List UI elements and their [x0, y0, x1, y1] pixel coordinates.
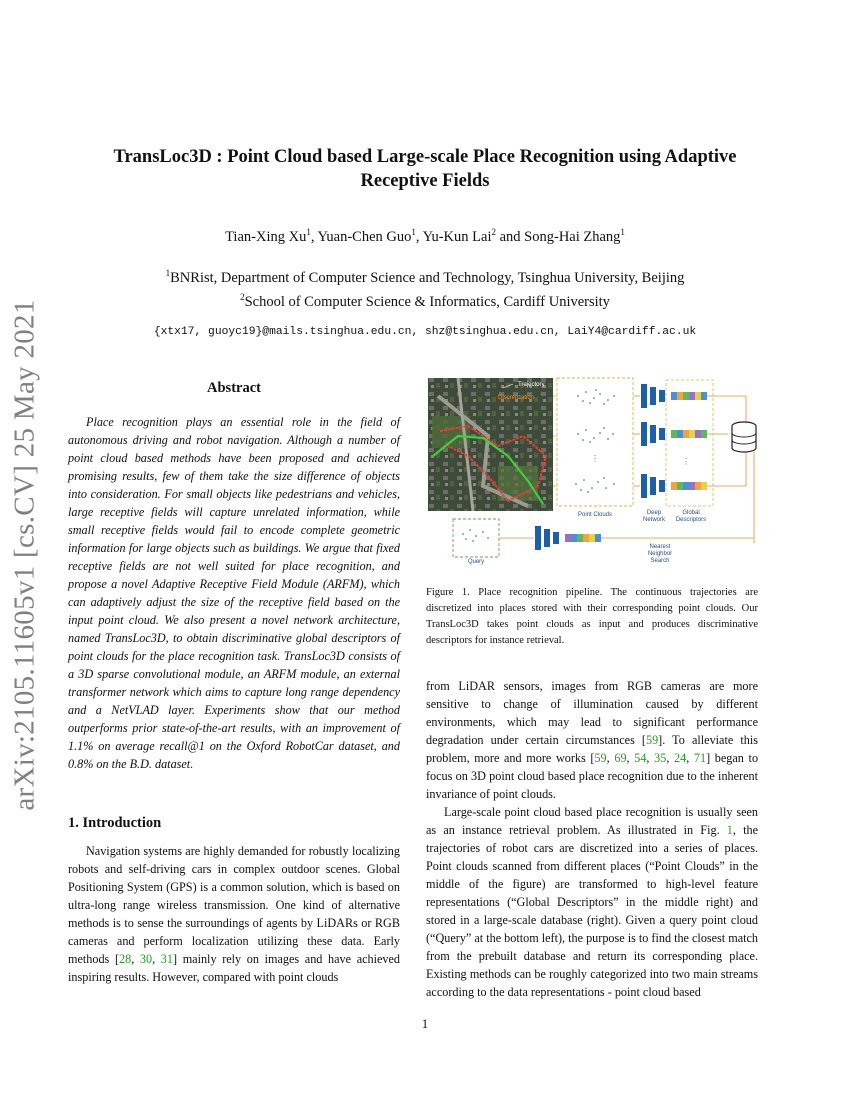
descriptor-bar-3: [671, 482, 707, 490]
citation-link[interactable]: 59: [645, 733, 659, 747]
descriptor-bar-1: [671, 392, 707, 400]
citation-link[interactable]: 54: [634, 751, 647, 765]
citation-link[interactable]: 71: [693, 751, 707, 765]
abstract-heading: Abstract: [207, 380, 261, 396]
author-affiliation-mark: 2: [491, 227, 496, 237]
citation-link[interactable]: 24: [674, 751, 687, 765]
author-affiliation-mark: 1: [620, 227, 625, 237]
citation-link[interactable]: 28: [119, 952, 132, 966]
database-icon: [732, 396, 756, 543]
figure-1-pipeline: [428, 376, 763, 572]
aerial-map: [428, 378, 553, 511]
deep-network-rows: [633, 380, 746, 523]
nn-search-label-2: Neighbor: [647, 551, 673, 557]
author-name: Tian-Xing Xu: [225, 228, 307, 245]
arxiv-identifier: arXiv:2105.11605v1 [cs.CV] 25 May 2021: [8, 299, 41, 811]
nn-search-label-1: Nearest: [649, 544, 671, 550]
figure-1-caption: Figure 1. Place recognition pipeline. The continuous trajectories are discretized into places stored with their corresponding point clouds. Our TransLoc3D takes point clouds as input and produces discriminative descriptors for instance retrieval.: [426, 587, 758, 646]
citation-link[interactable]: 30: [139, 952, 153, 966]
network-row-2: [633, 422, 728, 446]
network-row-3: [633, 474, 746, 498]
trajectory-label: Trajectory: [518, 382, 545, 388]
author-name: Song-Hai Zhang: [524, 228, 621, 245]
deep-network-label-2: Network: [642, 517, 666, 523]
paper-title: [60, 145, 790, 193]
citation-link[interactable]: 1: [726, 823, 733, 837]
author-name: Yu-Kun Lai: [422, 228, 492, 245]
discretization-label: Discretization: [498, 395, 535, 401]
point-cloud-2: [577, 427, 614, 443]
intro-paragraph: Navigation systems are highly demanded for robustly localizing robots and self-driving cars in complex outdoor scenes. Global Positioning System (GPS) is a common solution, which is based on ultra-long range wireless transmission. One kind of alternative methods is to sense the surroundings of agents by LiDARs or RGB cameras and perform localization utilizing these data. Early methods [28, 30, 31] mainly rely on images and have achieved inspiring results. However, compared with point clouds: [68, 844, 401, 984]
svg-text:⋮: ⋮: [682, 457, 690, 466]
affiliations: [60, 264, 790, 312]
author-name: Yuan-Chen Guo: [317, 228, 412, 245]
descriptor-bar-2: [671, 430, 707, 438]
svg-text:⋮: ⋮: [591, 454, 599, 463]
abstract-body: Place recognition plays an essential role in the field of autonomous driving and robot navigation. Although a number of point cloud based methods have been proposed and achieved promising results, few of them take the size difference of objects into consideration. For small objects like pedestrians and vehicles, large receptive fields will capture unrelated information, while small receptive fields would fail to encode complete geometric information for large objects such as buildings. We argue that fixed receptive fields are not well suited for place recognition, and propose a novel Adaptive Receptive Field Module (ARFM), which can adaptively adjust the size of the receptive field based on the input point cloud. We also present a novel network architecture, named TransLoc3D, to obtain discriminative global descriptors of point clouds for the place recognition task. TransLoc3D consists of a 3D sparse convolutional module, an ARFM module, an external transformer network which aims to capture long range dependency and a NetVLAD layer. Experiments show that our method outperforms prior state-of-the-art results, with an improvement of 1.1% on average recall@1 on the Oxford RobotCar dataset, and 0.8% on the B.D. dataset.: [68, 415, 400, 771]
title-line-1: TransLoc3D : Point Cloud based Large-scale Place Recognition using Adaptive: [113, 147, 737, 167]
email-list: {xtx17, guoyc19}@mails.tsinghua.edu.cn, shz@tsinghua.edu.cn, LaiY4@cardiff.ac.uk: [153, 326, 697, 338]
intro-heading: 1. Introduction: [68, 815, 162, 831]
global-descriptors-label-1: Global: [682, 510, 700, 516]
affiliation-line: $^1$BNRist, Department of Computer Science and Technology, Tsinghua University, Beijing: [165, 268, 685, 286]
deep-network-label-1: Deep: [646, 510, 662, 516]
point-clouds-panel: [553, 378, 633, 518]
citation-link[interactable]: 35: [654, 751, 667, 765]
citation-link[interactable]: 59: [594, 751, 607, 765]
author-affiliation-mark: 1: [306, 227, 311, 237]
network-row-1: [633, 384, 746, 408]
query-panel: [453, 519, 754, 565]
point-cloud-3: [575, 477, 615, 493]
point-clouds-label: Point Clouds: [577, 512, 613, 518]
page-number: 1: [421, 1017, 429, 1031]
right-column-paragraph-1: from LiDAR sensors, images from RGB cameras are more sensitive to change of illumination caused by different environments, which may lead to significant performance degradation under certain circumstances [59]. To alleviate this problem, more and more works [59, 69, 54, 35, 24, 71] began to focus on 3D point cloud based place recognition due to the inherent invariance of point clouds.: [426, 679, 759, 801]
global-descriptors-label-2: Descriptors: [675, 517, 707, 523]
citation-link[interactable]: 69: [614, 751, 627, 765]
query-label: Query: [467, 559, 485, 565]
affiliation-line: $^2$School of Computer Science & Informatics, Cardiff University: [240, 291, 610, 310]
arxiv-sidebar: [8, 299, 42, 811]
author-list: Tian-Xing Xu$^1$, Yuan-Chen Guo$^1$, Yu-Kun Lai$^2$ and Song-Hai Zhang$^1$: [225, 227, 625, 245]
author-affiliation-mark: 1: [411, 227, 416, 237]
nn-search-label-3: Search: [650, 558, 670, 564]
point-cloud-1: [577, 389, 615, 405]
title-line-2: Receptive Fields: [360, 171, 490, 191]
right-column-paragraph-2: Large-scale point cloud based place recognition is usually seen as an instance retrieval problem. As illustrated in Fig. 1, the trajectories of robot cars are discretized into a series of places. Point clouds scanned from different places (“Point Clouds” in the middle of the figure) are transformed to high-level feature representations (“Global Descriptors” in the middle right) and stored in a large-scale database (right). Given a query point cloud (“Query” at the bottom left), the purpose is to find the closest match from the prebuilt database and return its corresponding place. Existing methods can be roughly categorized into two main streams according to the data representations - point cloud based: [426, 805, 759, 999]
citation-link[interactable]: 31: [160, 952, 173, 966]
